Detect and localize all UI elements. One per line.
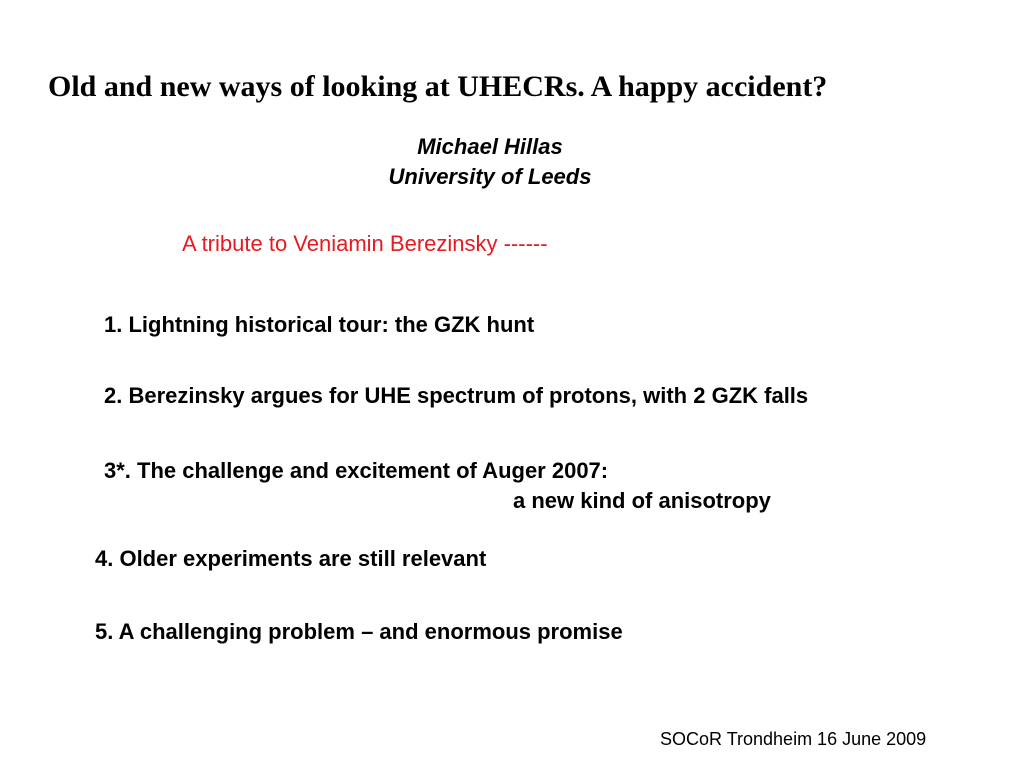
author-block	[0, 132, 980, 192]
agenda-item-4: 4. Older experiments are still relevant	[95, 546, 487, 571]
agenda-item-3: 3*. The challenge and excitement of Auger 2007:	[104, 458, 609, 483]
tribute-line: A tribute to Veniamin Berezinsky ------	[182, 231, 548, 256]
slide-title: Old and new ways of looking at UHECRs. A happy accident?	[48, 70, 828, 103]
agenda-item-2: 2. Berezinsky argues for UHE spectrum of protons, with 2 GZK falls	[104, 383, 809, 408]
author-affiliation: University of Leeds	[388, 164, 592, 189]
agenda-item-5: 5. A challenging problem – and enormous promise	[95, 619, 623, 644]
agenda-item-1: 1. Lightning historical tour: the GZK hunt	[104, 312, 535, 337]
slide-footer: SOCoR Trondheim 16 June 2009	[660, 729, 927, 749]
author-name: Michael Hillas	[417, 134, 563, 159]
agenda-item-3-continuation: a new kind of anisotropy	[513, 488, 771, 513]
